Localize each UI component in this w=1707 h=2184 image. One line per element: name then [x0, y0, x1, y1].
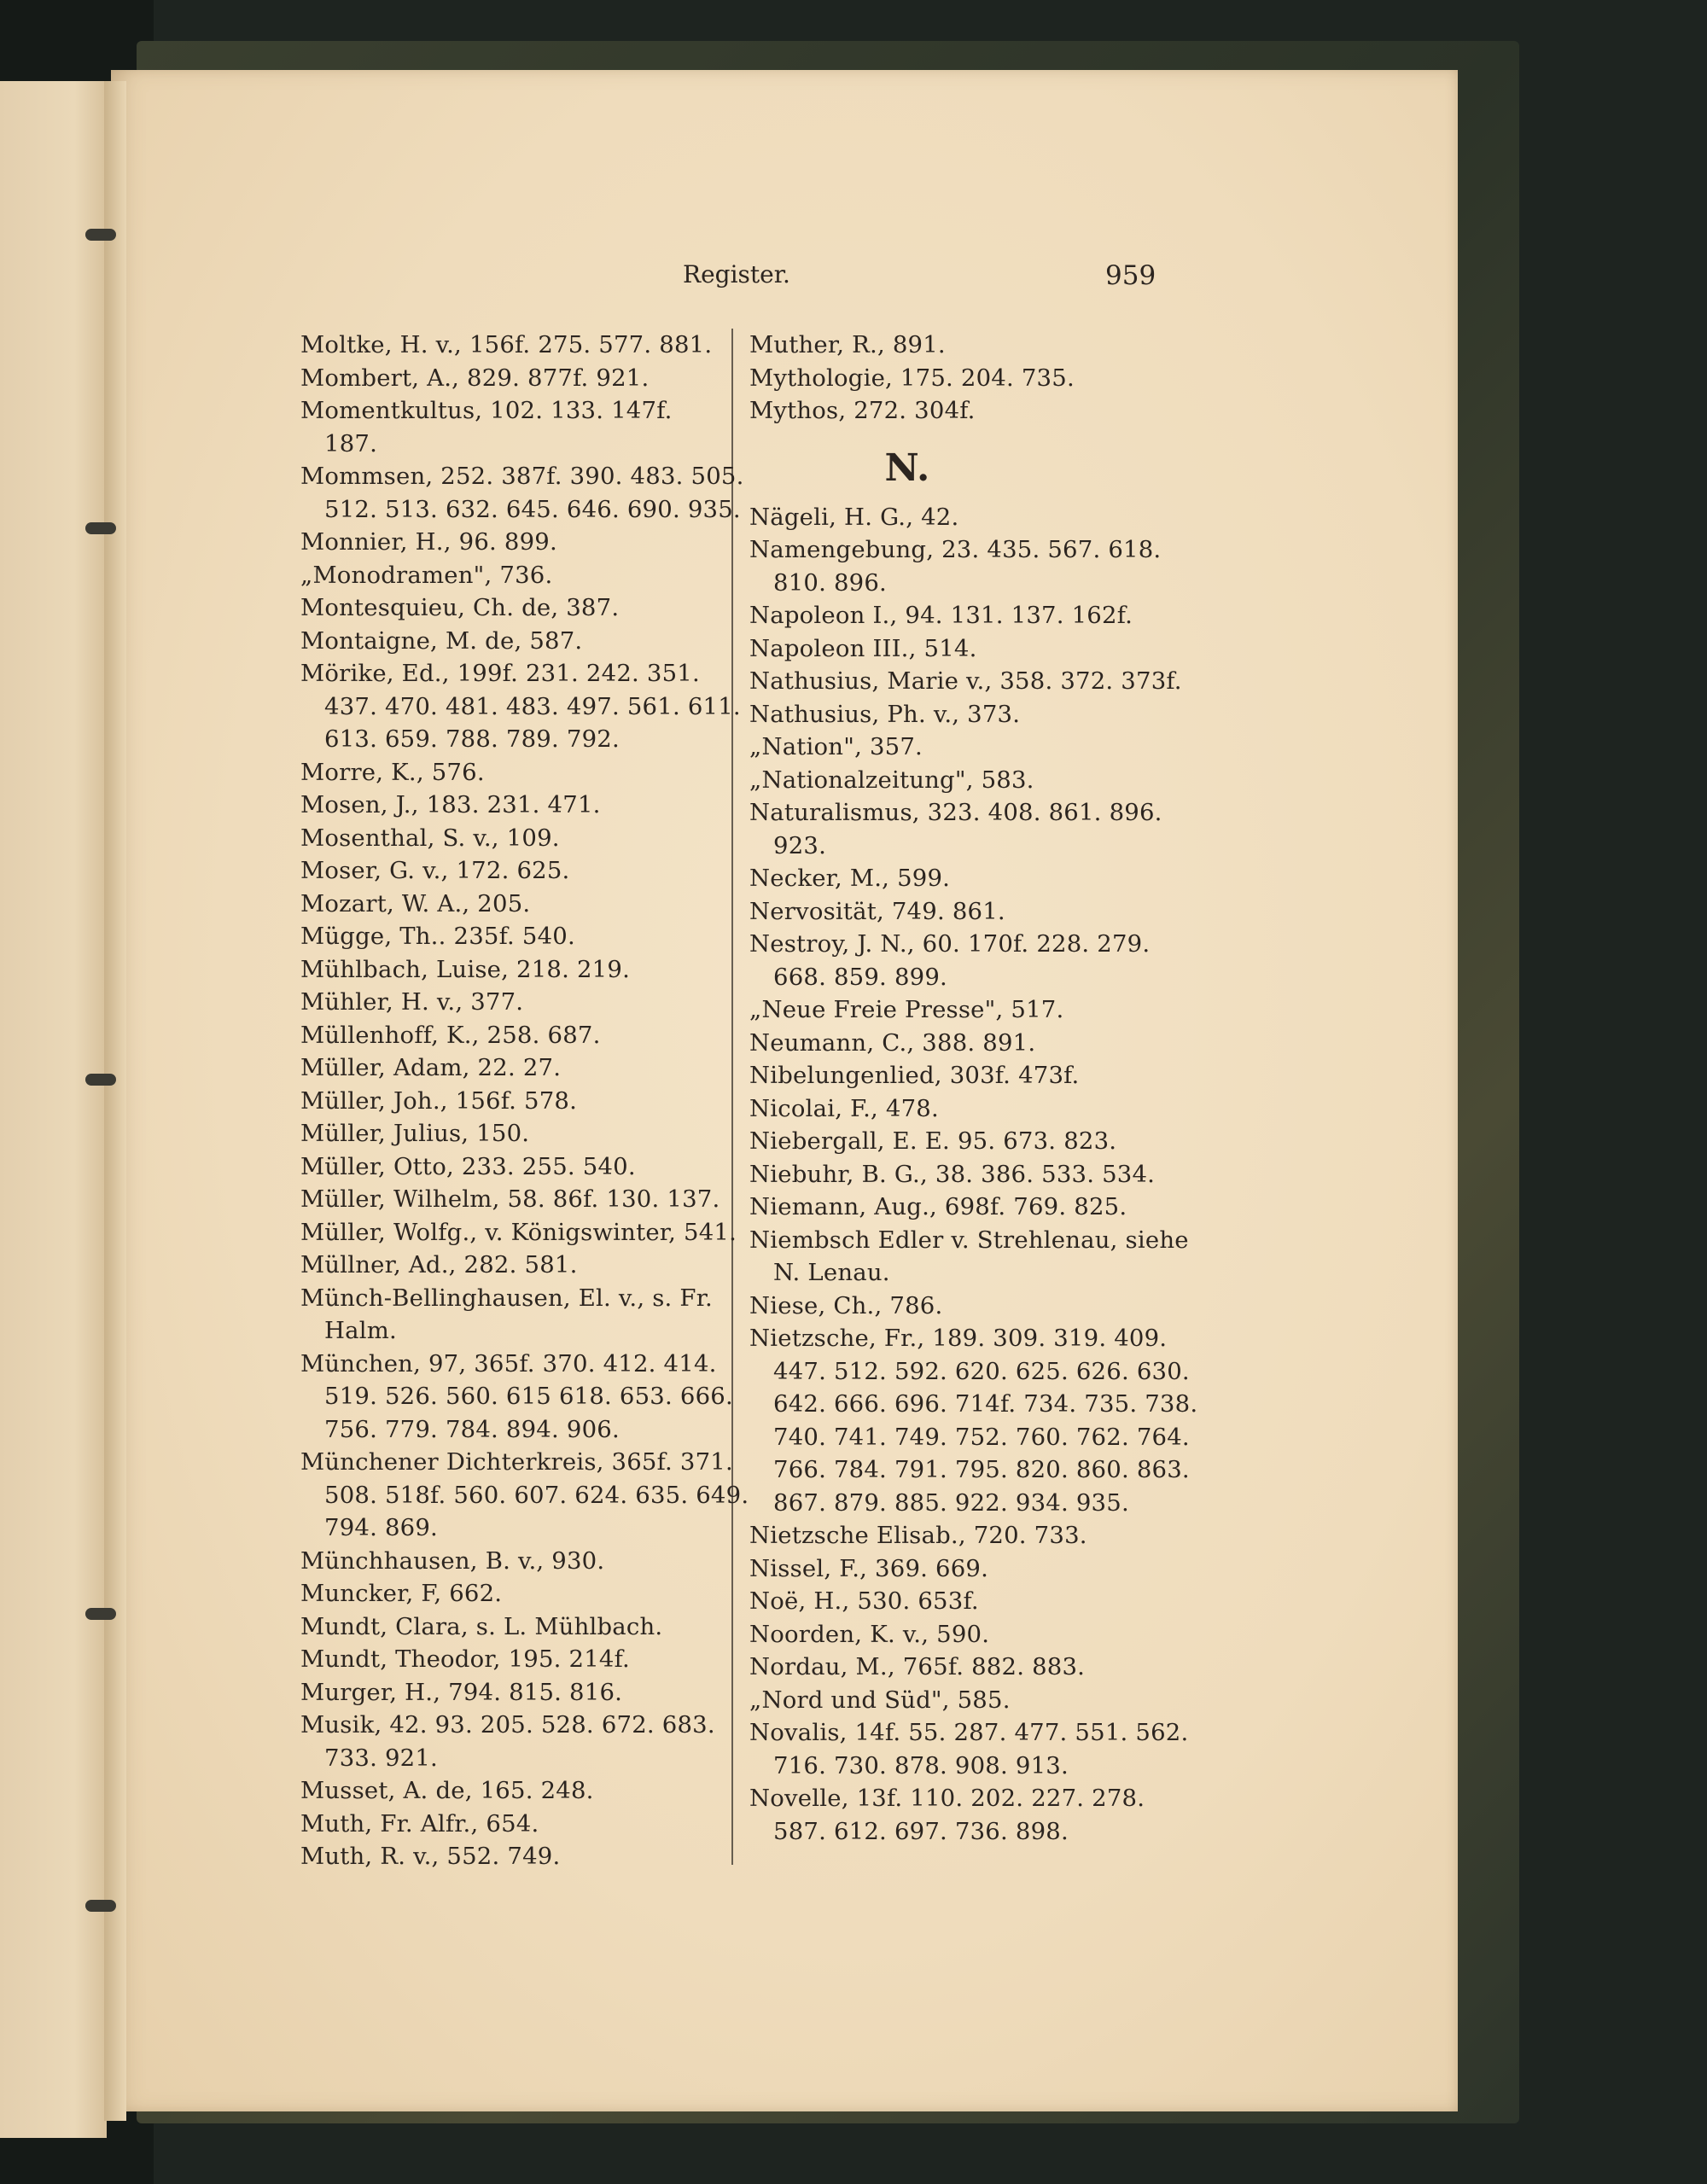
index-entry: [749, 1191, 1176, 1224]
entry-line: „Nationalzeitung", 583.: [749, 766, 1034, 794]
entry-continuation-line: 794. 869.: [324, 1514, 439, 1541]
entry-line: Nordau, M., 765f. 882. 883.: [749, 1653, 1086, 1680]
index-entry: [749, 1027, 1176, 1060]
binding-stitch: [85, 1608, 116, 1620]
entry-continuation-line: 740. 741. 749. 752. 760. 762. 764.: [773, 1423, 1190, 1451]
entry-line: Muncker, F, 662.: [300, 1580, 503, 1607]
entry-line: Muther, R., 891.: [749, 331, 946, 358]
facing-page-edge: [0, 81, 107, 2138]
entry-line: Müller, Wolfg., v. Königswinter, 541.: [300, 1218, 737, 1246]
entry-line: Mythos, 272. 304f.: [749, 397, 976, 424]
entry-line: Mühler, H. v., 377.: [300, 988, 524, 1016]
entry-line: Nägeli, H. G., 42.: [749, 503, 959, 531]
entry-line: Niemann, Aug., 698f. 769. 825.: [749, 1193, 1127, 1220]
entry-line: Niese, Ch., 786.: [749, 1291, 943, 1319]
index-entry: [300, 1545, 727, 1578]
index-entry: [300, 986, 727, 1019]
index-entry: [300, 888, 727, 921]
entry-line: Müllenhoff, K., 258. 687.: [300, 1021, 601, 1049]
index-entry: [300, 1774, 727, 1808]
entry-line: Nibelungenlied, 303f. 473f.: [749, 1062, 1080, 1089]
entry-line: Novelle, 13f. 110. 202. 227. 278.: [749, 1785, 1145, 1812]
index-entry: [300, 854, 727, 888]
binding-stitch: [85, 1900, 116, 1912]
entry-continuation-line: 447. 512. 592. 620. 625. 626. 630.: [773, 1357, 1190, 1385]
index-entry: [300, 1610, 727, 1644]
index-entry: [300, 1676, 727, 1709]
entry-continuation-line: 613. 659. 788. 789. 792.: [324, 725, 620, 753]
index-entry: [300, 657, 741, 756]
index-entry: [300, 1577, 727, 1610]
index-entry: [749, 1125, 1176, 1158]
entry-continuation-line: 716. 730. 878. 908. 913.: [773, 1751, 1069, 1779]
entry-line: Moser, G. v., 172. 625.: [300, 857, 570, 884]
entry-line: Müller, Wilhelm, 58. 86f. 130. 137.: [300, 1185, 720, 1213]
index-entry: [300, 1249, 727, 1282]
entry-line: Montaigne, M. de, 587.: [300, 626, 583, 655]
index-entry: [300, 1840, 727, 1873]
binding-stitch: [85, 522, 116, 534]
index-entry: [300, 1709, 727, 1774]
index-entry: [749, 329, 1176, 362]
index-entry: [300, 526, 727, 559]
entry-line: Mühlbach, Luise, 218. 219.: [300, 955, 631, 983]
entry-line: München, 97, 365f. 370. 412. 414.: [300, 1349, 717, 1377]
index-entry: [749, 599, 1176, 632]
index-entries-n: [749, 501, 1198, 1849]
entry-continuation-line: 512. 513. 632. 645. 646. 690. 935.: [324, 495, 741, 523]
entry-continuation-line: 642. 666. 696. 714f. 734. 735. 738.: [773, 1390, 1198, 1418]
index-entry: [749, 1585, 1176, 1618]
entry-line: Novalis, 14f. 55. 287. 477. 551. 562.: [749, 1719, 1189, 1746]
index-entry: [300, 1150, 727, 1184]
index-entry: [749, 1290, 1176, 1323]
index-entry: [300, 756, 727, 789]
index-entry: [749, 1684, 1176, 1717]
index-entry: [749, 501, 1176, 534]
index-entry: [300, 1117, 727, 1150]
index-entry: [300, 625, 727, 658]
entry-line: Momentkultus, 102. 133. 147f.: [300, 397, 673, 424]
entry-line: Nicolai, F., 478.: [749, 1094, 939, 1122]
index-entry: [300, 953, 727, 987]
header-title: Register.: [683, 260, 790, 288]
entry-continuation-line: 810. 896.: [773, 568, 888, 597]
index-entry: [300, 1183, 727, 1216]
entry-line: Namengebung, 23. 435. 567. 618.: [749, 536, 1162, 563]
index-entry: [300, 1085, 727, 1118]
entry-line: Nathusius, Ph. v., 373.: [749, 700, 1021, 728]
entry-line: Müllner, Ad., 282. 581.: [300, 1251, 578, 1278]
index-entry: [749, 1059, 1176, 1092]
entry-continuation-line: 587. 612. 697. 736. 898.: [773, 1817, 1069, 1845]
entry-line: Münch-Bellinghausen, El. v., s. Fr.: [300, 1284, 713, 1312]
index-entry: [749, 1224, 1189, 1290]
index-entry: [749, 362, 1176, 395]
index-entry: [300, 1643, 727, 1676]
index-entry: [749, 993, 1176, 1027]
index-entry: [749, 1322, 1198, 1519]
index-entry: [749, 1782, 1176, 1848]
entry-line: Mombert, A., 829. 877f. 921.: [300, 364, 650, 392]
entry-continuation-line: 508. 518f. 560. 607. 624. 635. 649.: [324, 1481, 749, 1509]
binding-stitch: [85, 229, 116, 241]
entry-continuation-line: 437. 470. 481. 483. 497. 561. 611.: [324, 692, 741, 720]
entry-line: Muth, Fr. Alfr., 654.: [300, 1809, 539, 1837]
index-entry: [749, 665, 1182, 698]
index-entry: [749, 731, 1176, 764]
entry-line: Mörike, Ed., 199f. 231. 242. 351.: [300, 660, 700, 687]
entry-line: Münchhausen, B. v., 930.: [300, 1546, 605, 1575]
entry-line: Nestroy, J. N., 60. 170f. 228. 279.: [749, 930, 1151, 958]
index-entry: [749, 698, 1176, 731]
index-entry: [300, 1216, 737, 1249]
page-number: 959: [1105, 260, 1156, 291]
index-entry: [749, 533, 1176, 599]
entry-line: Nathusius, Marie v., 358. 372. 373f.: [749, 667, 1182, 695]
entry-line: Mundt, Theodor, 195. 214f.: [300, 1645, 630, 1673]
entry-line: „Nation", 357.: [749, 733, 923, 760]
index-entry: [300, 1446, 749, 1545]
entry-line: Musik, 42. 93. 205. 528. 672. 683.: [300, 1711, 715, 1738]
entry-continuation-line: Halm.: [324, 1317, 397, 1344]
index-entry: [300, 1808, 727, 1841]
entry-line: Napoleon I., 94. 131. 137. 162f.: [749, 602, 1133, 629]
index-entry: [300, 394, 727, 460]
entry-line: Münchener Dichterkreis, 365f. 371.: [300, 1448, 733, 1476]
entry-line: Mommsen, 252. 387f. 390. 483. 505.: [300, 463, 744, 490]
index-entry: [300, 1051, 727, 1085]
index-entry: [300, 1282, 727, 1348]
entry-line: „Nord und Süd", 585.: [749, 1686, 1011, 1714]
entry-line: Müller, Adam, 22. 27.: [300, 1054, 562, 1081]
entry-line: Niebergall, E. E. 95. 673. 823.: [749, 1127, 1117, 1155]
entry-line: Noë, H., 530. 653f.: [749, 1587, 979, 1615]
entry-line: Necker, M., 599.: [749, 865, 951, 892]
index-entry: [749, 928, 1176, 993]
entry-line: Niembsch Edler v. Strehlenau, siehe: [749, 1226, 1189, 1254]
entry-line: Niebuhr, B. G., 38. 386. 533. 534.: [749, 1160, 1156, 1188]
entry-line: Müller, Joh., 156f. 578.: [300, 1086, 578, 1115]
index-entry: [300, 559, 727, 592]
index-entry: [300, 1348, 733, 1447]
index-entry: [749, 1618, 1176, 1651]
entry-line: Mügge, Th.. 235f. 540.: [300, 923, 575, 950]
entry-continuation-line: 756. 779. 784. 894. 906.: [324, 1415, 620, 1443]
index-entry: [749, 764, 1176, 797]
entry-line: Montesquieu, Ch. de, 387.: [300, 594, 620, 621]
index-entry: [749, 862, 1176, 895]
entry-line: Mythologie, 175. 204. 735.: [749, 364, 1075, 392]
index-entry: [300, 591, 727, 625]
index-entry: [300, 920, 727, 953]
index-entry: [300, 789, 727, 822]
running-header: [0, 260, 1707, 303]
entry-line: Neumann, C., 388. 891.: [749, 1028, 1036, 1057]
entry-continuation-line: N. Lenau.: [773, 1259, 890, 1286]
entry-line: Naturalismus, 323. 408. 861. 896.: [749, 799, 1162, 826]
entry-line: Napoleon III., 514.: [749, 634, 977, 662]
entry-line: Muth, R. v., 552. 749.: [300, 1843, 561, 1870]
index-entry: [749, 1552, 1176, 1586]
entry-continuation-line: 733. 921.: [324, 1744, 439, 1772]
binding-stitch: [85, 1074, 116, 1086]
entry-line: Morre, K., 576.: [300, 758, 485, 786]
index-column-left: [300, 329, 749, 1873]
entry-line: „Neue Freie Presse", 517.: [749, 996, 1064, 1023]
index-entry: [749, 1519, 1176, 1552]
index-entry: [300, 1019, 727, 1052]
entry-continuation-line: 187.: [324, 429, 378, 457]
index-entry: [749, 1716, 1189, 1782]
index-entry: [749, 1158, 1176, 1191]
entry-line: Moltke, H. v., 156f. 275. 577. 881.: [300, 331, 713, 358]
entry-line: Nervosität, 749. 861.: [749, 897, 1005, 925]
index-entry: [749, 394, 1176, 428]
index-entry: [749, 796, 1176, 862]
entry-line: Müller, Otto, 233. 255. 540.: [300, 1152, 636, 1180]
column-divider: [731, 329, 733, 1865]
index-entry: [300, 822, 727, 855]
index-entry: [300, 460, 744, 526]
entry-line: Mundt, Clara, s. L. Mühlbach.: [300, 1612, 663, 1640]
entry-continuation-line: 923.: [773, 831, 827, 859]
index-column-right: [749, 329, 1198, 1848]
index-entry: [300, 329, 727, 362]
index-entry: [749, 895, 1176, 929]
entry-line: Nissel, F., 369. 669.: [749, 1554, 989, 1582]
entry-continuation-line: 867. 879. 885. 922. 934. 935.: [773, 1488, 1129, 1517]
entry-line: Mosenthal, S. v., 109.: [300, 824, 560, 852]
index-entry: [749, 632, 1176, 666]
entry-continuation-line: 519. 526. 560. 615 618. 653. 666.: [324, 1383, 733, 1410]
index-entry: [749, 1092, 1176, 1126]
entry-line: Nietzsche Elisab., 720. 733.: [749, 1522, 1087, 1549]
entry-line: „Monodramen", 736.: [300, 561, 553, 589]
entry-line: Murger, H., 794. 815. 816.: [300, 1678, 623, 1706]
section-letter-heading: N.: [884, 446, 930, 490]
entry-line: Müller, Julius, 150.: [300, 1120, 530, 1147]
page-gutter: [104, 81, 126, 2121]
entry-line: Mozart, W. A., 205.: [300, 889, 531, 917]
entry-continuation-line: 668. 859. 899.: [773, 963, 947, 991]
index-entry: [749, 1651, 1176, 1684]
entry-continuation-line: 766. 784. 791. 795. 820. 860. 863.: [773, 1456, 1190, 1483]
entry-line: Monnier, H., 96. 899.: [300, 528, 557, 556]
index-entries-m-continued: [749, 329, 1176, 428]
entry-line: Noorden, K. v., 590.: [749, 1620, 990, 1648]
entry-line: Musset, A. de, 165. 248.: [300, 1777, 594, 1804]
entry-line: Nietzsche, Fr., 189. 309. 319. 409.: [749, 1325, 1168, 1352]
index-entry: [300, 362, 727, 395]
entry-line: Mosen, J., 183. 231. 471.: [300, 791, 601, 818]
